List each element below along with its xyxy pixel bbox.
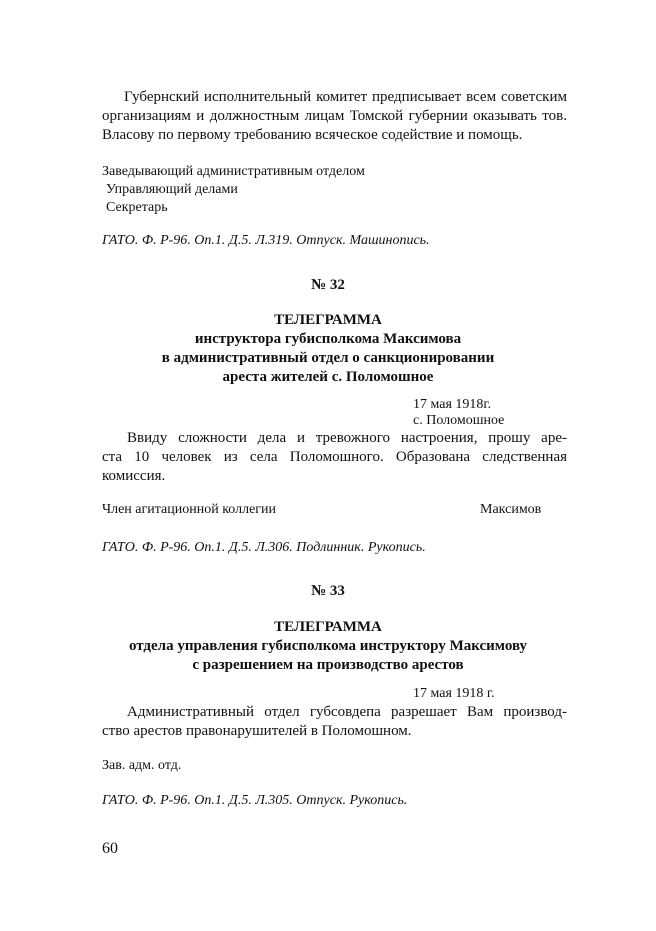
doc33-title-line-2: отдела управления губисполкома инструктору Максимову <box>128 638 528 654</box>
doc32-number: № 32 <box>311 277 345 293</box>
doc31-para-line-2: организациям и должностным лицам Томской губернии оказывать тов. <box>102 108 567 124</box>
doc31-para-line-1: Губернский исполнительный комитет предписывает всем советским <box>124 89 567 105</box>
doc33-title-line-3: с разрешением на производство арестов <box>192 657 464 673</box>
doc33-number: № 33 <box>311 583 345 599</box>
doc31-archive-ref: ГАТО. Ф. Р-96. Оп.1. Д.5. Л.319. Отпуск. Машинопись. <box>102 233 430 248</box>
doc33-body-line-1: Административный отдел губсовдепа разрешает Вам производ- <box>127 704 567 720</box>
doc32-date: 17 мая 1918г. <box>413 397 492 412</box>
doc32-signer-position: Член агитационной коллегии <box>102 502 277 517</box>
doc33-signer: Зав. адм. отд. <box>102 758 182 773</box>
doc31-signature-1: Заведывающий административным отделом <box>102 164 365 179</box>
doc32-title-line-3: в административный отдел о санкционировании <box>161 350 495 366</box>
doc33-date: 17 мая 1918 г. <box>413 686 495 701</box>
doc33-body-line-2: ство арестов правонарушителей в Поломошном. <box>102 723 412 739</box>
doc32-title-line-1: ТЕЛЕГРАММА <box>274 312 382 328</box>
doc32-archive-ref: ГАТО. Ф. Р-96. Оп.1. Д.5. Л.306. Подлинник. Рукопись. <box>102 540 426 555</box>
doc31-signature-2: Управляющий делами <box>106 182 238 197</box>
doc32-signer-name: Максимов <box>480 502 542 517</box>
doc32-body-line-2: ста 10 человек из села Поломошного. Образована следственная <box>102 449 567 465</box>
doc32-body-line-1: Ввиду сложности дела и тревожного настроения, прошу аре- <box>127 430 567 446</box>
doc31-para-line-3: Власову по первому требованию всяческое содействие и помощь. <box>102 127 523 143</box>
doc32-title-line-4: ареста жителей с. Поломошное <box>222 369 434 385</box>
doc32-body-line-3: комиссия. <box>102 468 166 484</box>
doc32-place: с. Поломошное <box>413 413 505 428</box>
doc31-signature-3: Секретарь <box>106 200 168 215</box>
page-number: 60 <box>102 840 118 857</box>
doc33-title-line-1: ТЕЛЕГРАММА <box>274 619 382 635</box>
doc33-archive-ref: ГАТО. Ф. Р-96. Оп.1. Д.5. Л.305. Отпуск. Рукопись. <box>102 793 408 808</box>
doc32-title-line-2: инструктора губисполкома Максимова <box>194 331 462 347</box>
